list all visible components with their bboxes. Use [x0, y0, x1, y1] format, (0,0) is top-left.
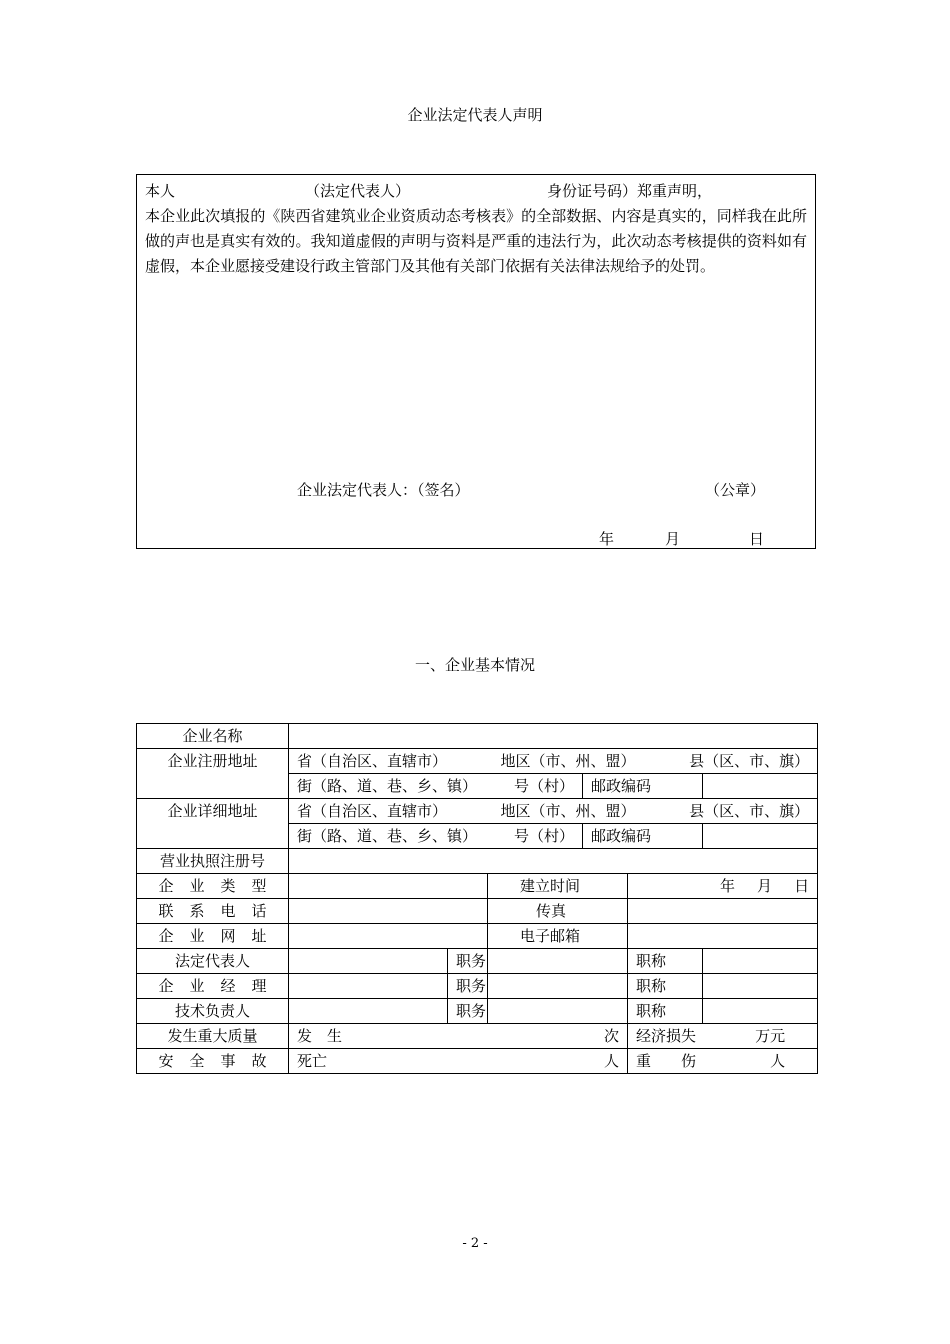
addr-number: 号（村） [513, 777, 574, 795]
table-row [137, 749, 818, 774]
position-label: 职务 [448, 949, 488, 974]
title-rank-label: 职称 [628, 949, 703, 974]
email-field[interactable] [628, 924, 818, 949]
legal-rep-row-label: 法定代表人 [137, 949, 289, 974]
postcode-label: 邮政编码 [583, 774, 703, 799]
legal-rep-name-field[interactable] [289, 949, 448, 974]
table-row [137, 1049, 818, 1074]
title-rank-label: 职称 [628, 974, 703, 999]
table-row [137, 899, 818, 924]
table-row [137, 974, 818, 999]
addr-county: 县（区、市、旗） [689, 802, 810, 820]
table-row [137, 874, 818, 899]
founded-month: 月 [757, 877, 773, 895]
position-label: 职务 [448, 999, 488, 1024]
title-rank-label: 职称 [628, 999, 703, 1024]
legal-rep-label: （法定代表人） [305, 182, 411, 200]
injury-label: 重 伤 [636, 1052, 697, 1070]
accident-label: 发生重大质量 [137, 1024, 289, 1049]
addr-region: 地区（市、州、盟） [500, 752, 636, 770]
addr-county: 县（区、市、旗） [689, 752, 810, 770]
addr-province: 省（自治区、直辖市） [297, 802, 448, 820]
signature-label: 企业法定代表人：（签名） [297, 481, 470, 499]
website-label: 企业网址 [137, 924, 289, 949]
seal-label: （公章） [705, 481, 766, 499]
table-row [137, 949, 818, 974]
id-number-label: 身份证号码）郑重声明， [547, 182, 713, 200]
reg-address-label: 企业注册地址 [137, 749, 289, 799]
table-row [137, 924, 818, 949]
founded-year: 年 [720, 877, 736, 895]
accident-count-field[interactable] [289, 1024, 628, 1049]
title-rank-field[interactable] [703, 949, 818, 974]
position-label: 职务 [448, 974, 488, 999]
website-field[interactable] [289, 924, 488, 949]
license-no-field[interactable] [289, 849, 818, 874]
date-month: 月 [665, 530, 681, 548]
postcode-field[interactable] [703, 824, 818, 849]
section-title: 一、企业基本情况 [414, 656, 535, 674]
company-info-table [136, 723, 818, 1074]
company-name-label: 企业名称 [137, 724, 289, 749]
position-field[interactable] [488, 974, 628, 999]
death-label: 死亡 [297, 1052, 328, 1070]
table-row [137, 1024, 818, 1049]
postcode-field[interactable] [703, 774, 818, 799]
date-year: 年 [599, 530, 615, 548]
reg-address-line1[interactable] [289, 749, 818, 774]
times-unit: 次 [603, 1027, 619, 1045]
phone-field[interactable] [289, 899, 488, 924]
fax-label: 传真 [488, 899, 628, 924]
tech-lead-label: 技术负责人 [137, 999, 289, 1024]
accident-label-2: 安全事故 [137, 1049, 289, 1074]
email-label: 电子邮箱 [488, 924, 628, 949]
founded-field[interactable] [628, 874, 818, 899]
fax-field[interactable] [628, 899, 818, 924]
reg-address-line2[interactable] [289, 774, 583, 799]
declaration-first-line [145, 180, 807, 202]
death-count-field[interactable] [289, 1049, 628, 1074]
wan-yuan-unit: 万元 [755, 1027, 786, 1045]
detail-address-label: 企业详细地址 [137, 799, 289, 849]
company-name-field[interactable] [289, 724, 818, 749]
title-rank-field[interactable] [703, 974, 818, 999]
declaration-box [136, 174, 816, 549]
position-field[interactable] [488, 999, 628, 1024]
position-field[interactable] [488, 949, 628, 974]
tech-lead-name-field[interactable] [289, 999, 448, 1024]
page-number: - 2 - [462, 1236, 488, 1251]
detail-address-line2[interactable] [289, 824, 583, 849]
table-row [137, 999, 818, 1024]
declaration-title: 企业法定代表人声明 [407, 106, 543, 124]
injury-count-field[interactable] [628, 1049, 818, 1074]
table-row [137, 799, 818, 824]
postcode-label: 邮政编码 [583, 824, 703, 849]
title-rank-field[interactable] [703, 999, 818, 1024]
detail-address-line1[interactable] [289, 799, 818, 824]
license-no-label: 营业执照注册号 [137, 849, 289, 874]
person-unit: 人 [770, 1052, 786, 1070]
addr-number: 号（村） [513, 827, 574, 845]
company-type-field[interactable] [289, 874, 488, 899]
manager-label: 企业经理 [137, 974, 289, 999]
addr-street: 街（路、道、巷、乡、镇） [297, 777, 478, 795]
loss-label: 经济损失 [636, 1027, 697, 1045]
founded-day: 日 [794, 877, 810, 895]
date-day: 日 [749, 530, 765, 548]
manager-name-field[interactable] [289, 974, 448, 999]
declarant-label: 本人 [145, 182, 176, 200]
addr-street: 街（路、道、巷、乡、镇） [297, 827, 478, 845]
table-row [137, 724, 818, 749]
addr-region: 地区（市、州、盟） [500, 802, 636, 820]
declaration-body: 本企业此次填报的《陕西省建筑业企业资质动态考核表》的全部数据、内容是真实的，同样我在此所做的声也是真实有效的。我知道虚假的声明与资料是严重的违法行为，此次动态考核提供的资料如有虚假，本企业愿接受建设行政主管部门及其他有关部门依据有关法律法规给予的处罚。 [145, 207, 807, 275]
table-row [137, 849, 818, 874]
phone-label: 联系电话 [137, 899, 289, 924]
person-unit: 人 [603, 1052, 619, 1070]
occur-label: 发 生 [297, 1027, 343, 1045]
founded-label: 建立时间 [488, 874, 628, 899]
company-type-label: 企业类型 [137, 874, 289, 899]
addr-province: 省（自治区、直辖市） [297, 752, 448, 770]
economic-loss-field[interactable] [628, 1024, 818, 1049]
